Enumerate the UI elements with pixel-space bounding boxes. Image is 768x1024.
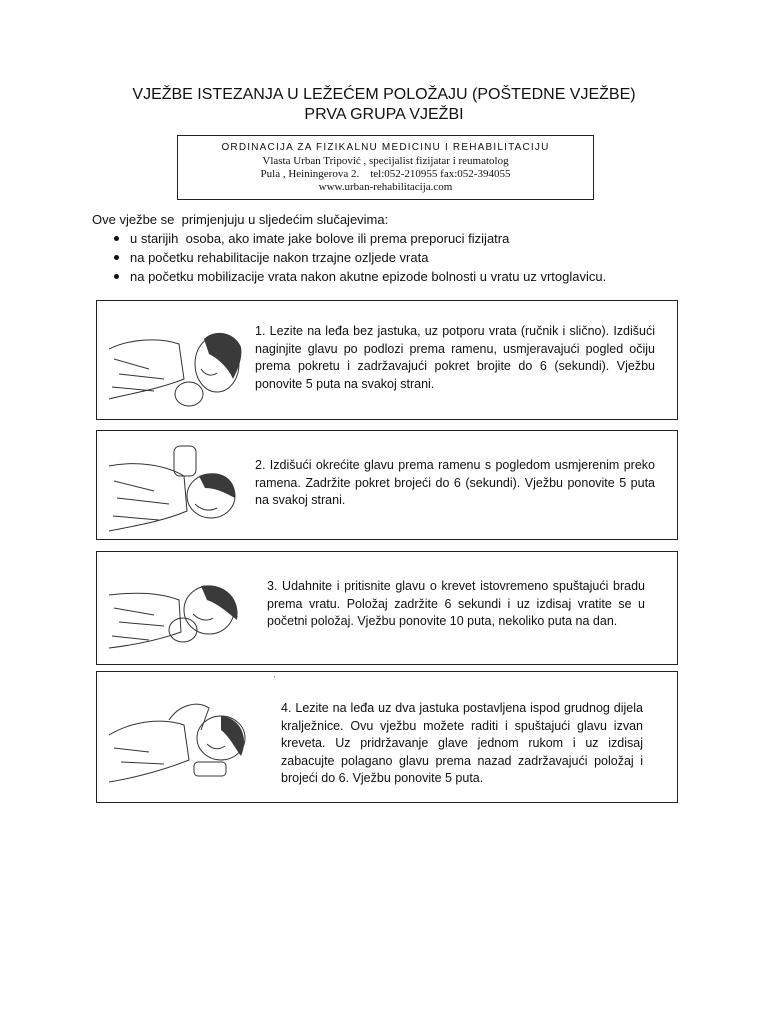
lying-head-extension-illustration	[109, 690, 249, 785]
lying-neck-support-illustration	[109, 309, 249, 409]
exercise-text-1: 1. Lezite na leđa bez jastuka, uz potporu vrata (ručnik i slično). Izdišući naginjite glavu po podlozi prema ramenu, usmjeravajući pogled očiju prema pokretu i zadržavajući pokret brojite do 6 (sekundi). Vježbu ponovite 5 puta na svakoj strani.	[255, 324, 655, 391]
stray-mark: '	[274, 675, 276, 684]
exercise-text-2: 2. Izdišući okrećite glavu prema ramenu s pogledom usmjerenim preko ramena. Zadržite pokret brojeći do 6 (sekundi). Vježbu ponovite 5 puta na svakoj strani.	[255, 458, 655, 507]
exercise-box-3	[96, 551, 678, 665]
title-line-1: VJEŽBE ISTEZANJA U LEŽEĆEM POLOŽAJU (POŠTEDNE VJEŽBE)	[132, 86, 636, 103]
exercise-text-3: 3. Udahnite i pritisnite glavu o krevet istovremeno spuštajući bradu prema vratu. Položaj zadržite 6 sekundi i uz izdisaj vratite se u početni položaj. Vježbu ponovite 10 puta, nekoliko puta na dan.	[267, 579, 645, 628]
exercise-box-2	[96, 430, 678, 540]
intro-section	[92, 210, 692, 286]
intro-bullet: na početku mobilizacije vrata nakon akutne epizode bolnosti u vratu uz vrtoglavicu.	[111, 267, 692, 286]
lying-chin-tuck-illustration	[109, 570, 244, 650]
lying-head-rotation-illustration	[109, 436, 249, 536]
page-title	[0, 85, 768, 125]
intro-lead: Ove vježbe se primjenjuju u sljedećim slučajevima:	[92, 212, 389, 227]
clinic-website: www.urban-rehabilitacija.com	[318, 181, 453, 193]
intro-bullet-list	[92, 229, 692, 286]
exercise-box-1	[96, 300, 678, 420]
clinic-name: ORDINACIJA ZA FIZIKALNU MEDICINU I REHABILITACIJU	[221, 142, 550, 153]
intro-bullet: na početku rehabilitacije nakon trzajne ozljede vrata	[111, 248, 692, 267]
intro-bullet: u starijih osoba, ako imate jake bolove ili prema preporuci fizijatra	[111, 229, 692, 248]
clinic-address: Pula , Heiningerova 2. tel:052-210955 fax:052-394055	[260, 168, 511, 180]
clinic-info-box	[177, 135, 594, 200]
clinic-doctor: Vlasta Urban Tripović , specijalist fizijatar i reumatolog	[262, 155, 509, 167]
exercise-text-4: 4. Lezite na leđa uz dva jastuka postavljena ispod grudnog dijela kralježnice. Ovu vježbu možete raditi i spuštajući glavu izvan kreveta. Uz pridržavanje glave jednom rukom i uz izdisaj zabacujte polagano glavu prema nazad zadržavajući položaj i brojeći do 6. Vježbu ponovite 5 puta.	[281, 701, 643, 785]
title-line-2: PRVA GRUPA VJEŽBI	[304, 106, 464, 123]
exercise-box-4	[96, 671, 678, 803]
